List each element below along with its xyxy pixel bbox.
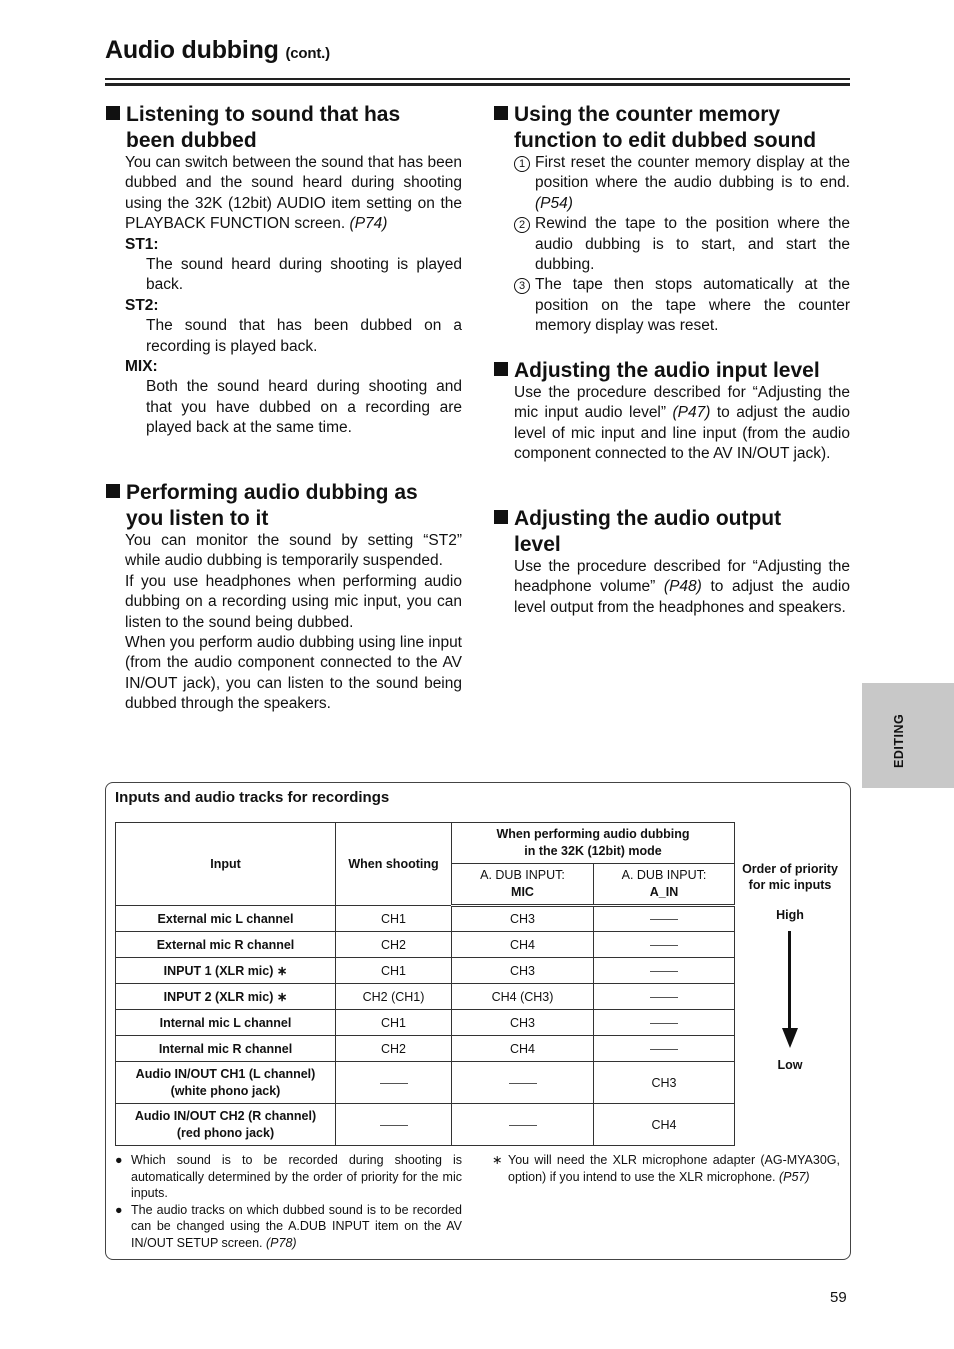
dash-mark: [650, 919, 678, 920]
dash-mark: [509, 1125, 537, 1126]
section-body-listening: You can switch between the sound that has been dubbed and the sound heard during shooting using the 32K (12bit) AUDIO item setting on the PLAYBACK FUNCTION screen. (P74) ST1: The sound heard during shooting is played back. ST2: The sound that has been dubbed on a recording is played back. MIX: Both the sound heard during shooting and that you have dubbed on a recording are played back at the same time.: [125, 154, 462, 437]
table-row: Internal mic L channel CH1 CH3: [116, 1010, 735, 1036]
section-body-counter-memory: 1 First reset the counter memory display at the position where the audio dubbing is to end. (P54) 2 Rewind the tape to the position where the audio dubbing is to start, and start the dubbing. 3 The tape then stops automatically at the position on the tape where the counter memory display was reset.: [514, 153, 850, 337]
table-row: Audio IN/OUT CH1 (L channel) (white phono jack) CH3: [116, 1062, 735, 1104]
dash-mark: [380, 1125, 408, 1126]
table-notes-left: ● Which sound is to be recorded during shooting is automatically determined by the order of priority for the mic inputs. ● The audio tracks on which dubbed sound is to be recorded can be changed using the A.DUB INPUT item on the AV IN/OUT SETUP screen. (P78): [115, 1153, 462, 1250]
title-rule-thick: [105, 83, 850, 86]
section-body-performing: You can monitor the sound by setting “ST2” while audio dubbing is temporarily suspended. If you use headphones when performing audio dubbing on a recording using mic input, you can listen to the sound being dubbed. When you perform audio dubbing using line input (from the audio component connected to the AV IN/OUT jack), you can listen to the sound being dubbed through the speakers.: [125, 532, 462, 713]
section-body-output-level: Use the procedure described for “Adjusting the headphone volume” (P48) to adjust the audio level output from the headphones and speakers.: [514, 558, 850, 616]
dash-mark: [650, 945, 678, 946]
header-mic: A. DUB INPUT: MIC: [452, 864, 594, 906]
section-heading-counter-memory: Using the counter memory function to edit dubbed sound: [494, 102, 854, 153]
priority-high-label: High: [776, 908, 804, 922]
page-title: Audio dubbing (cont.): [105, 36, 330, 64]
section-heading-listening: Listening to sound that has been dubbed: [106, 102, 466, 153]
square-bullet-icon: [494, 106, 508, 120]
square-bullet-icon: [494, 510, 508, 524]
page-number: 59: [830, 1289, 847, 1306]
table-row: External mic L channel CH1 CH3: [116, 906, 735, 932]
asterisk-icon: ∗: [492, 1153, 503, 1167]
header-input: Input: [116, 823, 336, 906]
table-title: Inputs and audio tracks for recordings: [115, 789, 390, 806]
square-bullet-icon: [106, 484, 120, 498]
dash-mark: [650, 997, 678, 998]
header-ain: A. DUB INPUT: A_IN: [594, 864, 735, 906]
section-heading-input-level: Adjusting the audio input level: [494, 358, 854, 384]
dash-mark: [509, 1083, 537, 1084]
dash-mark: [650, 1049, 678, 1050]
priority-low-label: Low: [777, 1058, 803, 1072]
square-bullet-icon: [494, 362, 508, 376]
priority-header: Order of priority for mic inputs: [742, 862, 838, 892]
square-bullet-icon: [106, 106, 120, 120]
dash-mark: [650, 1023, 678, 1024]
priority-arrow-icon: [788, 931, 791, 1031]
section-body-input-level: Use the procedure described for “Adjusting the mic input audio level” (P47) to adjust the audio level of mic input and line input (from the audio component connected to the AV IN/OUT jack).: [514, 384, 850, 463]
bullet-icon: ●: [115, 1202, 123, 1217]
table-row: Internal mic R channel CH2 CH4: [116, 1036, 735, 1062]
table-row: External mic R channel CH2 CH4: [116, 932, 735, 958]
title-rule: [105, 78, 850, 80]
dash-mark: [380, 1083, 408, 1084]
table-row: Audio IN/OUT CH2 (R channel) (red phono jack) CH4: [116, 1104, 735, 1146]
section-heading-output-level: Adjusting the audio output level: [494, 506, 854, 557]
table-row: INPUT 1 (XLR mic) ∗ CH1 CH3: [116, 958, 735, 984]
header-dubbing: When performing audio dubbing in the 32K (12bit) mode: [452, 823, 735, 864]
table-note-right: ∗ You will need the XLR microphone adapter (AG-MYA30G, option) if you intend to use the XLR microphone. (P57): [492, 1153, 840, 1184]
header-shooting: When shooting: [336, 823, 452, 906]
table-row: INPUT 2 (XLR mic) ∗ CH2 (CH1) CH4 (CH3): [116, 984, 735, 1010]
side-tab-editing: EDITING: [862, 683, 954, 788]
inputs-table: [115, 822, 735, 1146]
bullet-icon: ●: [115, 1153, 123, 1167]
section-heading-performing: Performing audio dubbing as you listen to it: [106, 480, 466, 531]
dash-mark: [650, 971, 678, 972]
arrow-down-icon: [782, 1028, 798, 1048]
